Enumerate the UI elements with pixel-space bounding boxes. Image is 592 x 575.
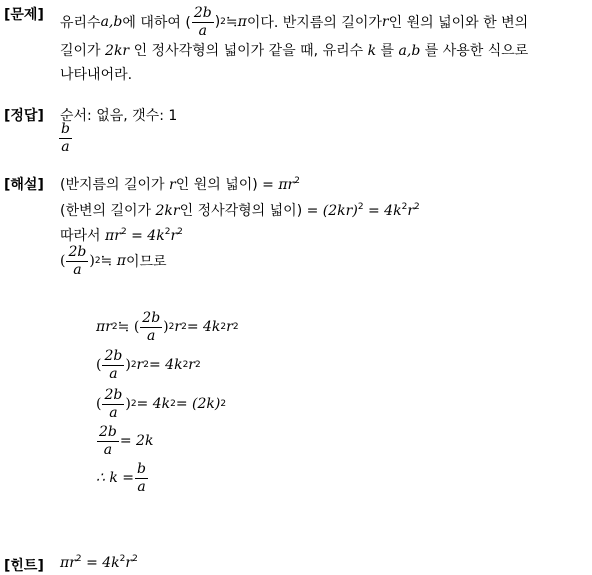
paren: ( [96,396,102,412]
frac-denominator: a [198,22,207,39]
problem-text: 이다. 반지름의 길이가 [246,15,382,31]
answer-fraction [58,121,73,156]
math-expr: πr [60,555,76,571]
solution-line-2 [60,200,420,220]
math-expr: ≒ π [100,253,126,269]
solution-text: 따라서 [60,228,106,244]
frac-numerator: 2b [104,386,123,403]
frac-numerator: 2b [68,243,87,260]
problem-line-2 [60,40,528,60]
math-expr: = 4k [186,319,221,335]
math-expr: r [174,319,182,335]
frac-denominator: a [109,404,118,421]
problem-line-1: 유리수 a,b 에 대하여 ( $\frac{2b}{a}$ ) 2 ≒ π 이다. 반지름의 길이가 r 인 원의 넓이와 한 변의 [60,4,529,39]
frac-numerator: 2b [99,423,117,440]
solution-label: [해설] [4,177,44,193]
frac-denominator: a [109,365,118,382]
paren: ( [60,253,66,269]
frac-numerator: 2b [193,4,212,21]
fraction-2b-over-a [140,310,162,345]
solution-text: (반지름의 길이가 [60,177,170,193]
paren: ) [163,319,169,335]
math-expr: πr [105,228,121,244]
exponent: 2 [177,227,183,237]
fraction-2b-over-a [102,348,124,383]
math-r: r [381,14,389,30]
exponent: 2 [132,554,138,564]
exponent: 2 [119,554,126,564]
solution-text: 인 원의 넓이) = [175,177,279,193]
math-expr: = 4k [363,203,402,219]
frac-denominator: a [147,327,156,344]
fraction-b-over-a [135,461,148,496]
fraction-2b-over-a [192,5,214,40]
math-expr: = 4k [81,555,120,571]
problem-text: 길이가 [60,43,106,59]
problem-text: 를 사용한 식으로 [420,43,529,59]
exponent: 2 [414,202,420,212]
math-expr: r [226,319,233,335]
math-expr: = 4k [148,357,183,373]
fraction-2b-over-a [66,244,88,279]
math-expr: = 4k [136,396,171,412]
math-2kr: 2kr [155,203,180,219]
math-expr: r [407,203,415,219]
paren: ) [125,357,131,373]
paren: ) [214,14,221,30]
math-expr: r [125,555,133,571]
math-expr: = 4k [126,228,165,244]
math-k: k [367,43,377,59]
frac-numerator: b [61,121,70,137]
solution-text: (한변의 길이가 [60,203,156,219]
paren: ( [96,357,102,373]
solution-text: 인 정사각형의 넓이) = [179,203,323,219]
math-expr: r [136,357,144,373]
hint-line [60,555,138,571]
problem-text: 를 [376,43,399,59]
paren: ) [89,253,95,269]
exponent: 2 [120,227,127,237]
frac-numerator: b [137,460,146,477]
math-expr: ∴ k = [96,470,135,486]
problem-text: 인 원의 넓이와 한 변의 [388,15,529,31]
derivation-line-5 [96,458,149,498]
math-expr: = (2k) [175,396,221,412]
problem-text: 인 정사각형의 넓이가 같을 때, 유리수 [129,43,368,59]
math-expr: ≒ ( [117,319,140,335]
exponent: 2 [75,554,82,564]
fraction-2b-over-a [97,424,119,459]
exponent: 2 [401,202,408,212]
frac-denominator: a [137,478,146,495]
math-2kr: 2kr [105,43,130,59]
derivation-line-1: πr 2 ≒ ( $\frac{2b}{a}$ ) 2 r 2 = 4k 2 r 2 [96,309,239,344]
math-ab: a,b [398,43,421,59]
math-expr: r [188,357,195,373]
problem-line-3: 나타내어라. [60,67,133,83]
hint-label: [힌트] [4,558,44,574]
approx-sign: ≒ [225,14,238,30]
problem-label: [문제] [4,7,44,23]
math-expr: (2kr) [322,203,358,219]
solution-line-4: ( $\frac{2b}{a}$ ) 2 ≒ π 이므로 [60,243,167,278]
answer-label: [정답] [4,108,44,124]
math-expr: = 2k [119,433,154,449]
math-ab: a,b [100,14,123,30]
problem-text: 유리수 [60,15,101,31]
frac-numerator: 2b [104,347,123,364]
math-r: r [169,177,176,193]
solution-line-1 [60,174,300,194]
solution-text: 이므로 [125,254,167,270]
paren: ) [125,396,131,412]
derivation-line-3: ( $\frac{2b}{a}$ ) 2 = 4k 2 = (2k) 2 [96,386,227,421]
answer-meta: 순서: 없음, 갯수: 1 [60,108,178,124]
frac-denominator: a [103,441,113,458]
problem-text: 에 대하여 ( [122,15,191,31]
exponent: 2 [294,176,300,186]
pi-symbol: π [237,14,247,30]
derivation-line-2: ( $\frac{2b}{a}$ ) 2 r 2 = 4k 2 r 2 [96,347,201,382]
derivation-line-4 [96,421,153,461]
math-pi-r: πr [278,177,295,193]
exponent: 2 [164,227,171,237]
exponent: 2 [357,202,364,212]
math-expr: r [170,228,178,244]
fraction-2b-over-a [102,387,124,422]
frac-denominator: a [61,139,70,155]
frac-numerator: 2b [142,309,161,326]
math-expr: πr [96,319,112,335]
frac-denominator: a [73,261,82,278]
